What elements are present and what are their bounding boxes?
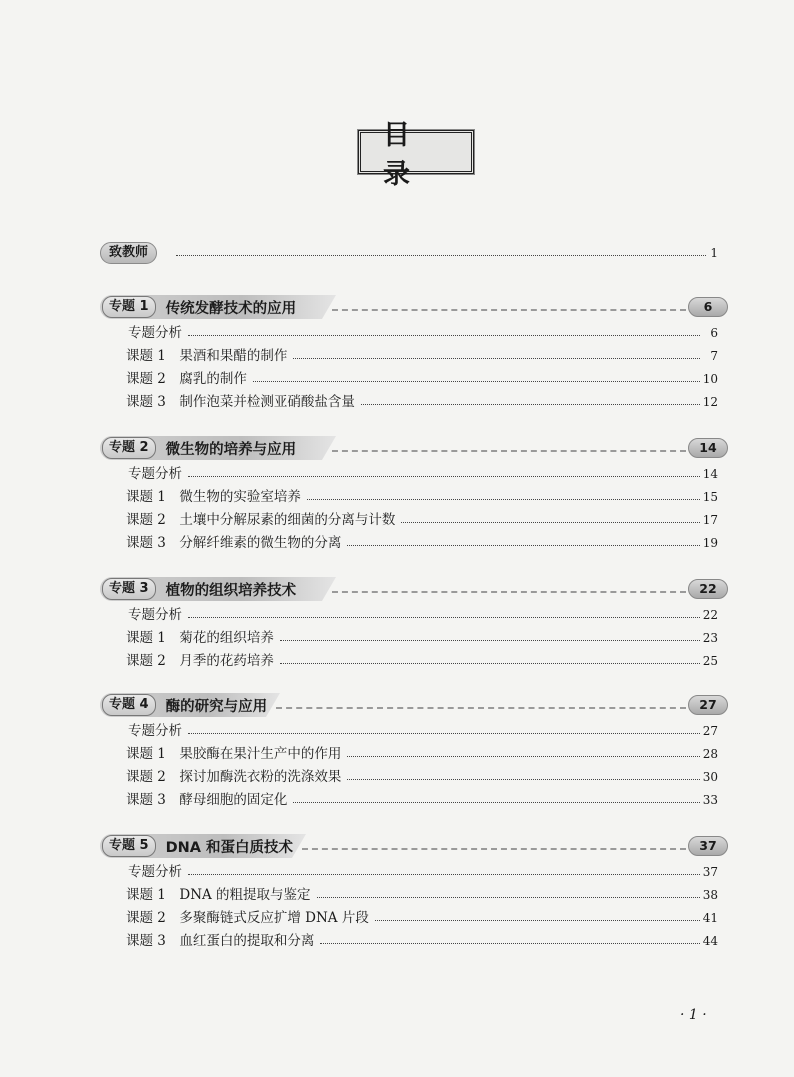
lesson-label: 课题 3 分解纤维素的微生物的分离 [126, 535, 342, 551]
toc-row[interactable] [0, 907, 794, 929]
section-topic-number: 专题 4 [102, 694, 156, 716]
section-dash-line [332, 591, 686, 593]
toc-row-page-number: 30 [702, 770, 718, 784]
toc-row-page-number: 33 [702, 793, 718, 807]
toc-row[interactable] [0, 789, 794, 811]
section-header[interactable] [0, 693, 794, 719]
leader-dots [347, 756, 700, 757]
toc-row[interactable] [0, 345, 794, 367]
lesson-label: 课题 3 酵母细胞的固定化 [126, 792, 288, 808]
section-header[interactable] [0, 577, 794, 603]
toc-row-page-number: 7 [710, 349, 718, 363]
section-title: DNA 和蛋白质技术 [165, 839, 294, 856]
section-title: 微生物的培养与应用 [165, 441, 297, 458]
topic-analysis-label: 专题分析 [128, 466, 182, 482]
section-topic-number: 专题 5 [102, 835, 156, 857]
toc-row-page-number: 41 [702, 911, 718, 925]
leader-dots [347, 779, 700, 780]
leader-dots [188, 335, 700, 336]
toc-row-page-number: 27 [702, 724, 718, 738]
leader-dots [293, 802, 700, 803]
page-title: 目 录 [358, 130, 474, 174]
toc-row-page-number: 23 [702, 631, 718, 645]
toc-row[interactable] [0, 463, 794, 485]
section-header[interactable] [0, 436, 794, 462]
toc-row[interactable] [0, 766, 794, 788]
leader-dots [375, 920, 700, 921]
toc-row-page-number: 17 [702, 513, 718, 527]
toc-row[interactable] [0, 604, 794, 626]
toc-row-page-number: 6 [710, 326, 718, 340]
section-tab [100, 834, 293, 858]
leader-dots [176, 255, 706, 256]
toc-row-preface[interactable] [0, 242, 794, 264]
leader-dots [188, 617, 700, 618]
toc-row[interactable] [0, 650, 794, 672]
toc-row-page-number: 37 [702, 865, 718, 879]
toc-row[interactable] [0, 486, 794, 508]
leader-dots [188, 476, 700, 477]
section-header[interactable] [0, 295, 794, 321]
toc-row-page-number: 44 [702, 934, 718, 948]
leader-dots [307, 499, 700, 500]
lesson-label: 课题 2 月季的花药培养 [126, 653, 274, 669]
leader-dots [253, 381, 700, 382]
lesson-label: 课题 1 微生物的实验室培养 [126, 489, 301, 505]
toc-row[interactable] [0, 930, 794, 952]
section-header[interactable] [0, 834, 794, 860]
leader-dots [361, 404, 700, 405]
section-tab [100, 295, 296, 319]
lesson-label: 课题 1 DNA 的粗提取与鉴定 [126, 887, 311, 903]
section-dash-line [302, 848, 686, 850]
section-page-number: 37 [688, 836, 728, 856]
toc-row[interactable] [0, 532, 794, 554]
toc-row-page-number: 15 [702, 490, 718, 504]
section-page-number: 6 [688, 297, 728, 317]
lesson-label: 课题 2 腐乳的制作 [126, 371, 247, 387]
lesson-label: 课题 1 果酒和果醋的制作 [126, 348, 288, 364]
leader-dots [293, 358, 700, 359]
toc-row[interactable] [0, 743, 794, 765]
toc-row-page-number: 25 [702, 654, 718, 668]
lesson-label: 课题 3 制作泡菜并检测亚硝酸盐含量 [126, 394, 355, 410]
topic-analysis-label: 专题分析 [128, 325, 182, 341]
toc-row[interactable] [0, 368, 794, 390]
lesson-label: 课题 3 血红蛋白的提取和分离 [126, 933, 315, 949]
section-tab [100, 577, 296, 601]
section-title: 传统发酵技术的应用 [165, 300, 297, 317]
section-tab [100, 436, 296, 460]
leader-dots [280, 640, 700, 641]
section-page-number: 14 [688, 438, 728, 458]
toc-row-page-number: 38 [702, 888, 718, 902]
section-dash-line [332, 309, 686, 311]
toc-row[interactable] [0, 391, 794, 413]
lesson-label: 课题 2 土壤中分解尿素的细菌的分离与计数 [126, 512, 396, 528]
toc-row-page-number: 14 [702, 467, 718, 481]
leader-dots [280, 663, 700, 664]
section-tab [100, 693, 267, 717]
leader-dots [317, 897, 700, 898]
toc-row-page-number: 19 [702, 536, 718, 550]
toc-row[interactable] [0, 720, 794, 742]
section-dash-line [276, 707, 686, 709]
toc-row[interactable] [0, 861, 794, 883]
lesson-label: 课题 2 多聚酶链式反应扩增 DNA 片段 [126, 910, 369, 926]
section-title: 酶的研究与应用 [165, 698, 268, 715]
section-dash-line [332, 450, 686, 452]
toc-row[interactable] [0, 322, 794, 344]
toc-row[interactable] [0, 884, 794, 906]
preface-label: 致教师 [100, 242, 157, 264]
toc-row-page-number: 12 [702, 395, 718, 409]
section-title: 植物的组织培养技术 [165, 582, 297, 599]
toc-row[interactable] [0, 627, 794, 649]
leader-dots [188, 733, 700, 734]
leader-dots [401, 522, 700, 523]
leader-dots [320, 943, 700, 944]
toc-row[interactable] [0, 509, 794, 531]
section-page-number: 22 [688, 579, 728, 599]
section-page-number: 27 [688, 695, 728, 715]
section-topic-number: 专题 1 [102, 296, 156, 318]
toc-row-page-number: 28 [702, 747, 718, 761]
footer-page-number: · 1 · [680, 1007, 707, 1023]
toc-row-page-number: 10 [702, 372, 718, 386]
preface-page-number: 1 [710, 246, 718, 260]
topic-analysis-label: 专题分析 [128, 607, 182, 623]
section-topic-number: 专题 2 [102, 437, 156, 459]
topic-analysis-label: 专题分析 [128, 864, 182, 880]
leader-dots [347, 545, 700, 546]
topic-analysis-label: 专题分析 [128, 723, 182, 739]
toc-row-page-number: 22 [702, 608, 718, 622]
lesson-label: 课题 2 探讨加酶洗衣粉的洗涤效果 [126, 769, 342, 785]
leader-dots [188, 874, 700, 875]
lesson-label: 课题 1 菊花的组织培养 [126, 630, 274, 646]
lesson-label: 课题 1 果胶酶在果汁生产中的作用 [126, 746, 342, 762]
section-topic-number: 专题 3 [102, 578, 156, 600]
